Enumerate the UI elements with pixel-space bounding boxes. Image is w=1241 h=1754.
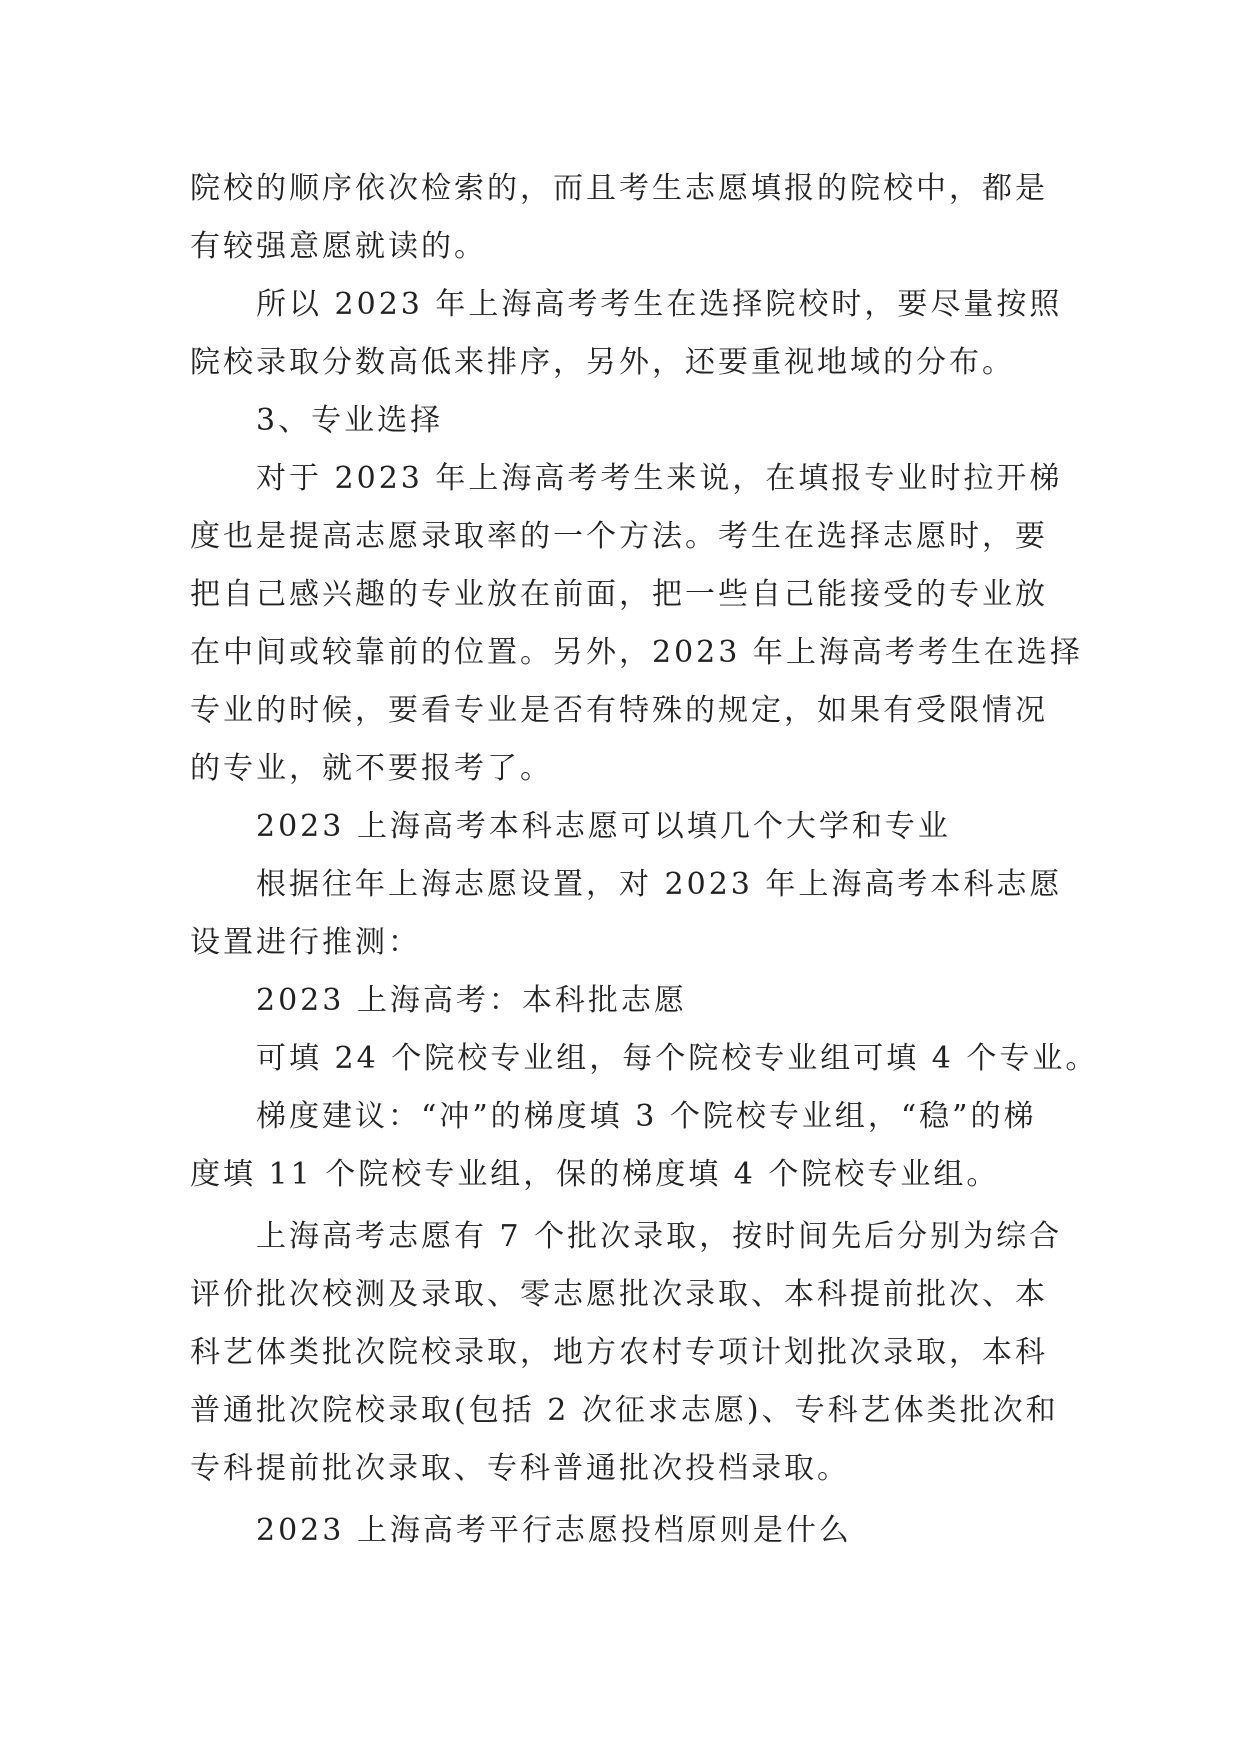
section-heading bbox=[190, 392, 1070, 450]
text-line: 上海高考志愿有 7 个批次录取，按时间先后分别为综合 bbox=[256, 1219, 1063, 1254]
text-line: 专科提前批次录取、专科普通批次投档录取。 bbox=[190, 1451, 850, 1486]
text-line: 普通批次院校录取(包括 2 次征求志愿)、专科艺体类批次和 bbox=[190, 1393, 1059, 1428]
text-line: 可填 24 个院校专业组，每个院校专业组可填 4 个专业。 bbox=[256, 1041, 1099, 1076]
text-line: 科艺体类批次院校录取，地方农村专项计划批次录取，本科 bbox=[190, 1335, 1048, 1370]
section-heading bbox=[190, 798, 1070, 856]
text-line: 对于 2023 年上海高考考生来说，在填报专业时拉开梯 bbox=[256, 461, 1063, 496]
text-line: 2023 上海高考本科志愿可以填几个大学和专业 bbox=[256, 809, 951, 844]
text-line: 把自己感兴趣的专业放在前面，把一些自己能接受的专业放 bbox=[190, 577, 1048, 612]
text-line: 的专业，就不要报考了。 bbox=[190, 751, 553, 786]
text-line: 在中间或较靠前的位置。另外，2023 年上海高考考生在选择 bbox=[190, 635, 1083, 670]
text-line: 根据往年上海志愿设置，对 2023 年上海高考本科志愿 bbox=[256, 867, 1063, 902]
paragraph bbox=[190, 450, 1083, 798]
text-line: 2023 上海高考平行志愿投档原则是什么 bbox=[256, 1513, 852, 1548]
text-line: 设置进行推测： bbox=[190, 925, 421, 960]
text-line: 有较强意愿就读的。 bbox=[190, 229, 487, 264]
text-line: 度填 11 个院校专业组，保的梯度填 4 个院校专业组。 bbox=[190, 1157, 1000, 1192]
text-line: 专业的时候，要看专业是否有特殊的规定，如果有受限情况 bbox=[190, 693, 1048, 728]
paragraph bbox=[190, 1208, 1070, 1498]
paragraph bbox=[190, 276, 1070, 392]
text-line: 院校录取分数高低来排序，另外，还要重视地域的分布。 bbox=[190, 345, 1015, 380]
section-heading bbox=[190, 1502, 1070, 1560]
paragraph bbox=[190, 856, 1070, 972]
paragraph bbox=[190, 1088, 1070, 1204]
section-heading bbox=[190, 972, 1070, 1030]
text-line: 3、专业选择 bbox=[256, 403, 444, 438]
text-line: 度也是提高志愿录取率的一个方法。考生在选择志愿时，要 bbox=[190, 519, 1048, 554]
text-line: 2023 上海高考：本科批志愿 bbox=[256, 983, 687, 1018]
text-line: 所以 2023 年上海高考考生在选择院校时，要尽量按照 bbox=[256, 287, 1063, 322]
text-line: 梯度建议：“冲”的梯度填 3 个院校专业组，“稳”的梯 bbox=[256, 1099, 1037, 1134]
document-body bbox=[190, 160, 1099, 1560]
paragraph bbox=[190, 1030, 1099, 1088]
text-line: 院校的顺序依次检索的，而且考生志愿填报的院校中，都是 bbox=[190, 171, 1048, 206]
text-line: 评价批次校测及录取、零志愿批次录取、本科提前批次、本 bbox=[190, 1277, 1048, 1312]
paragraph bbox=[190, 160, 1070, 276]
